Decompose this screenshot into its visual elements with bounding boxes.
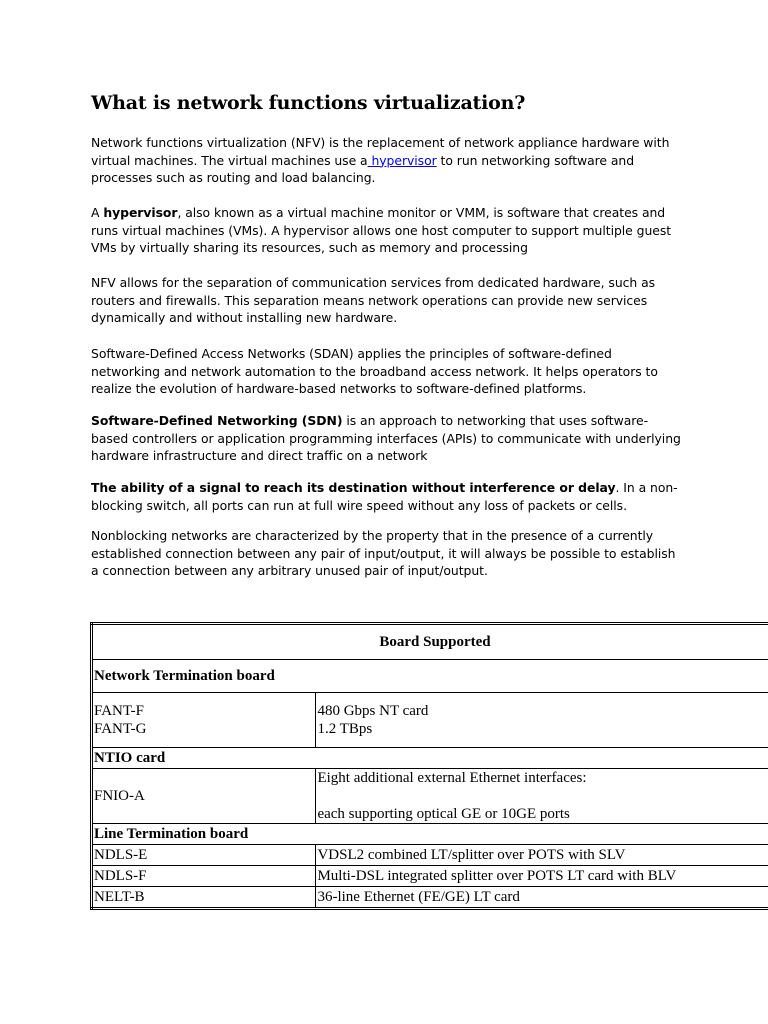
table-header-row (92, 624, 768, 660)
description-cell (316, 769, 768, 824)
table-section-row (92, 660, 768, 693)
page-title: What is network functions virtualization? (91, 92, 526, 114)
board-description: Multi-DSL integrated splitter over POTS LT card with BLV (316, 866, 768, 887)
non-blocking-text: . In a non-blocking switch, all ports can run at full wire speed without any loss of packets or cells. (91, 480, 678, 513)
hypervisor-text-end: , also known as a virtual machine monitor or VMM, is software that creates and runs virtual machines (VMs). A hypervisor allows one host computer to support multiple guest VMs by virtually sharing its resources, such as memory and processing (91, 205, 672, 256)
nfv-text-start: Network functions virtualization (NFV) is the replacement of network appliance hardware with virtual machines. The virtual machines use a (91, 135, 670, 168)
nfv-text-end: to run networking software and processes such as routing and load balancing. (91, 152, 635, 186)
non-blocking-term: The ability of a signal to reach its destination without interference or delay (91, 480, 616, 495)
hypervisor-term: hypervisor (103, 205, 178, 220)
nfv-paragraph (91, 134, 681, 187)
hypervisor-link[interactable]: hypervisor (367, 152, 437, 168)
board-description: 1.2 TBps (317, 721, 373, 737)
hypervisor-paragraph (91, 204, 681, 257)
board-description: VDSL2 combined LT/splitter over POTS with SLV (316, 845, 768, 866)
board-name: FNIO-A (92, 769, 316, 824)
sdn-paragraph (91, 412, 681, 465)
description-cell (316, 693, 768, 748)
board-supported-table (90, 622, 768, 910)
board-cell (92, 693, 316, 748)
nfv-separation-paragraph: NFV allows for the separation of communication services from dedicated hardware, such as routers and firewalls. This separation means network operations can provide new services dynamically and without installing new hardware. (91, 275, 656, 326)
sdan-paragraph: Software-Defined Access Networks (SDAN) applies the principles of software-defined networking and network automation to the broadband access network. It helps operators to realize the evolution of hardware-based networks to software-defined platforms. (91, 346, 658, 397)
hypervisor-text-start: A (91, 205, 104, 220)
description-gap (317, 787, 768, 805)
board-name: NDLS-F (92, 866, 316, 887)
board-description: Eight additional external Ethernet interfaces: (317, 770, 587, 786)
board-description: 480 Gbps NT card (317, 703, 429, 719)
section-network-termination: Network Termination board (92, 660, 768, 693)
section-line-termination: Line Termination board (92, 824, 768, 845)
table-row (92, 769, 768, 824)
board-name: NDLS-E (92, 845, 316, 866)
board-name: FANT-F (94, 703, 145, 719)
table-section-row (92, 748, 768, 769)
board-description: 36-line Ethernet (FE/GE) LT card (316, 887, 768, 909)
sdn-text: is an approach to networking that uses software-based controllers or application programming interfaces (APIs) to communicate with underlying hardware infrastructure and direct traffic on a network (91, 413, 681, 464)
non-blocking-paragraph (91, 479, 681, 514)
table-row (92, 887, 768, 909)
sdn-term: Software-Defined Networking (SDN) (91, 413, 343, 428)
board-name: NELT-B (92, 887, 316, 909)
section-ntio-card: NTIO card (92, 748, 768, 769)
table-row (92, 845, 768, 866)
table-row (92, 866, 768, 887)
table-row (92, 693, 768, 748)
nonblocking-networks-paragraph: Nonblocking networks are characterized by the property that in the presence of a currently established connection between any pair of input/output, it will always be possible to establish a connection between any arbitrary unused pair of input/output. (91, 528, 676, 579)
table-header: Board Supported (92, 624, 768, 660)
table-section-row (92, 824, 768, 845)
board-description: each supporting optical GE or 10GE ports (317, 806, 570, 822)
board-name: FANT-G (94, 721, 147, 737)
